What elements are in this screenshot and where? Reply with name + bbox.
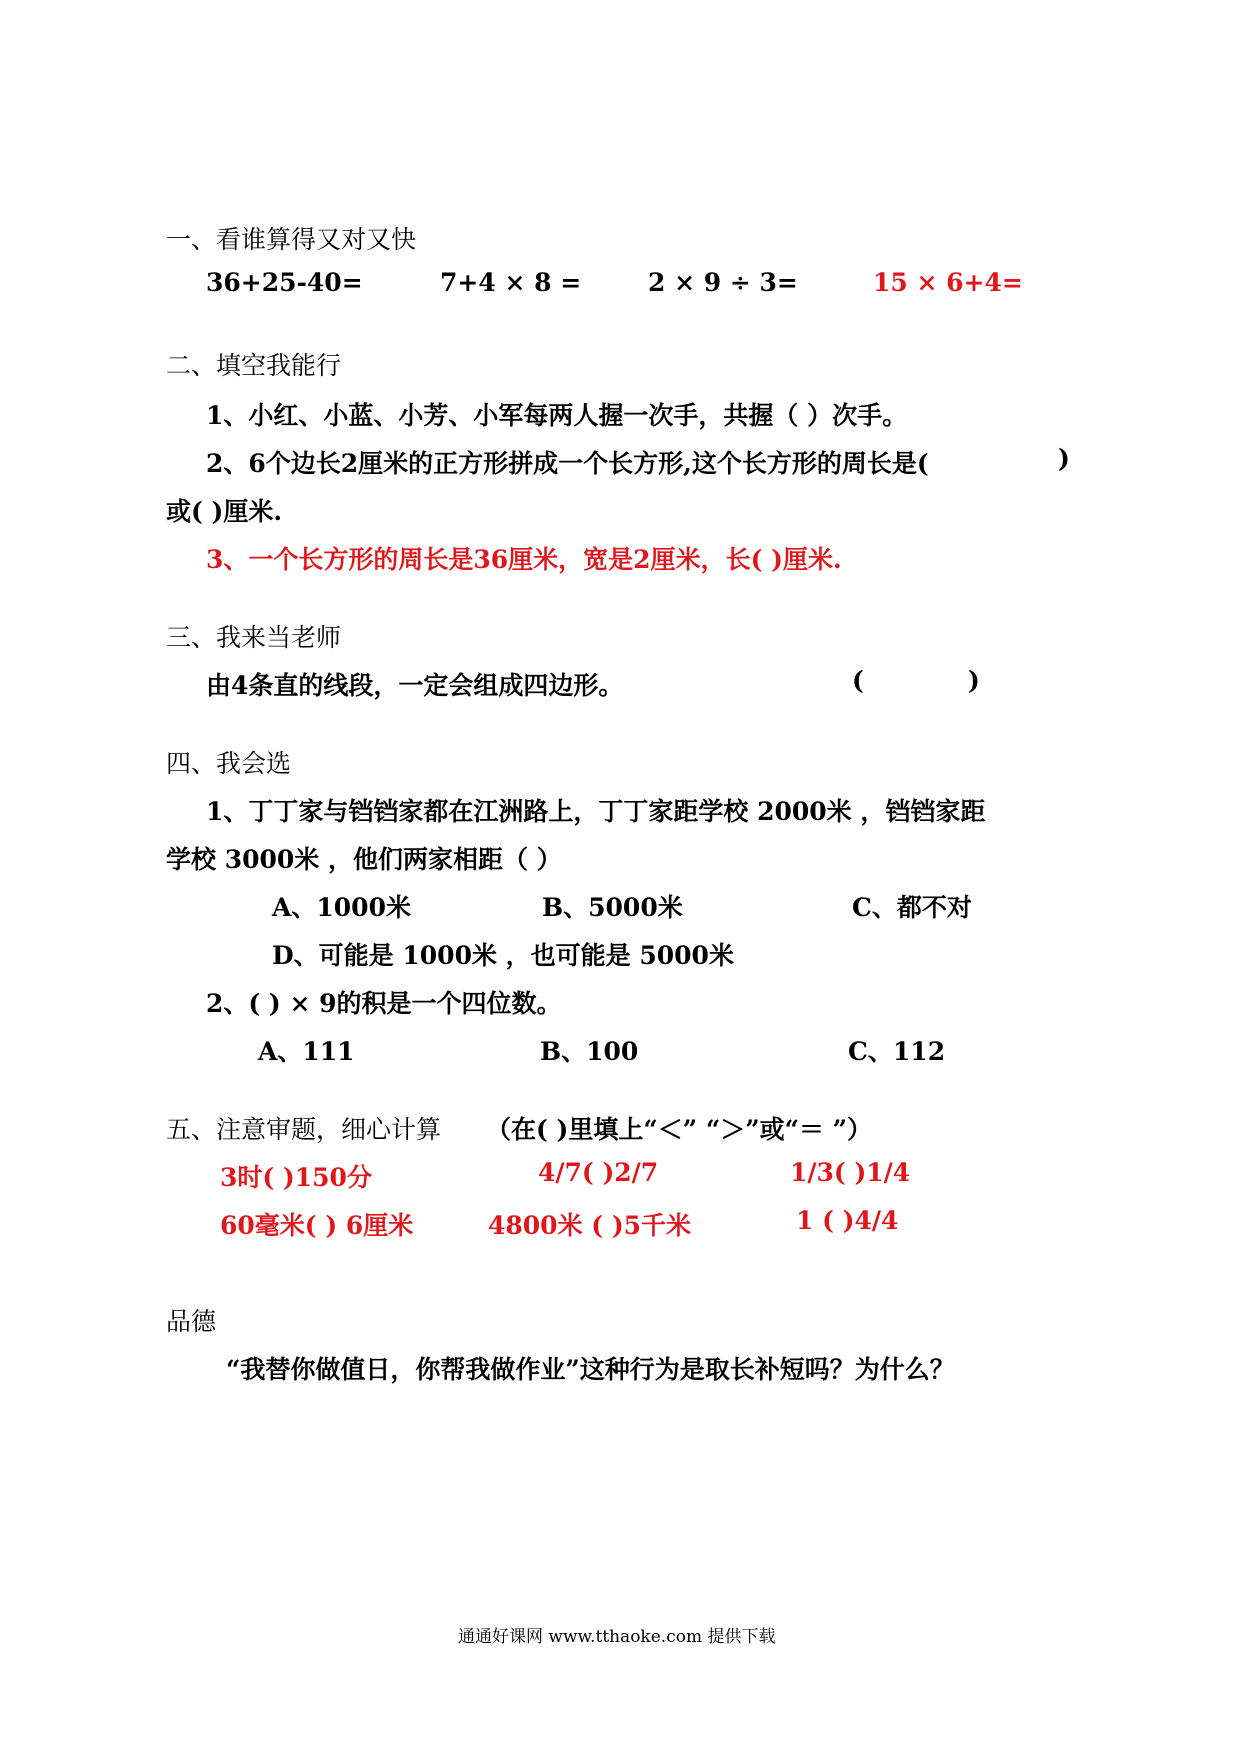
compare-item-6: 1 ( )4/4	[796, 1206, 899, 1235]
choice-option-d: D、可能是 1000米 ，也可能是 5000米	[272, 941, 734, 970]
choice-option-a: A、1000米	[272, 893, 411, 922]
compare-item-3: 1/3( )1/4	[790, 1158, 911, 1187]
fill-question-1: 1、小红、小蓝、小芳、小军每两人握一次手，共握（ ）次手。	[206, 401, 908, 430]
choice-question-1-line1: 1、丁丁家与铛铛家都在江洲路上，丁丁家距学校 2000米 ，铛铛家距	[206, 797, 986, 826]
choice-question-1-line2: 学校 3000米 ，他们两家相距（ ）	[166, 845, 562, 874]
section5-instruction: （在( )里填上“＜” “＞”或“＝ ”）	[486, 1115, 873, 1144]
calc-item-4: 15 × 6+4=	[873, 268, 1023, 297]
judge-close-paren: )	[968, 666, 980, 695]
section3-title: 三、我来当老师	[166, 623, 342, 652]
fill-question-3: 3、一个长方形的周长是36厘米，宽是2厘米，长( )厘米.	[206, 545, 842, 574]
choice-question-2: 2、( ) × 9的积是一个四位数。	[206, 989, 562, 1018]
calc-item-3: 2 × 9 ÷ 3=	[648, 268, 798, 297]
judge-open-paren: (	[852, 666, 864, 695]
section2-title: 二、填空我能行	[166, 351, 342, 380]
section4-title: 四、我会选	[166, 749, 292, 778]
compare-item-4: 60毫米( ) 6厘米	[220, 1211, 414, 1240]
choice2-option-b: B、100	[540, 1037, 639, 1066]
fill-question-2-line2: 或( )厘米.	[166, 497, 283, 526]
page-footer: 通通好课网 www.tthaoke.com 提供下载	[458, 1627, 776, 1647]
choice2-option-c: C、112	[848, 1037, 946, 1066]
section6-title: 品德	[166, 1307, 217, 1336]
section1-title: 一、看谁算得又对又快	[166, 225, 417, 254]
compare-item-2: 4/7( )2/7	[538, 1158, 659, 1187]
compare-item-1: 3时( )150分	[220, 1163, 372, 1192]
choice-option-b: B、5000米	[542, 893, 683, 922]
choice-option-c: C、都不对	[852, 893, 972, 922]
section5-title: 五、注意审题，细心计算	[166, 1115, 442, 1144]
calc-item-2: 7+4 × 8 =	[440, 268, 582, 297]
calc-item-1: 36+25-40=	[206, 268, 363, 297]
fill-question-2-line1: 2、6个边长2厘米的正方形拼成一个长方形,这个长方形的周长是(	[206, 449, 929, 478]
judge-statement: 由4条直的线段，一定会组成四边形。	[206, 671, 624, 700]
compare-item-5: 4800米 ( )5千米	[488, 1211, 692, 1240]
choice2-option-a: A、111	[258, 1037, 355, 1066]
morality-question: “我替你做值日，你帮我做作业”这种行为是取长补短吗？为什么？	[226, 1355, 955, 1384]
fill-question-2-close-paren: )	[1058, 444, 1070, 473]
